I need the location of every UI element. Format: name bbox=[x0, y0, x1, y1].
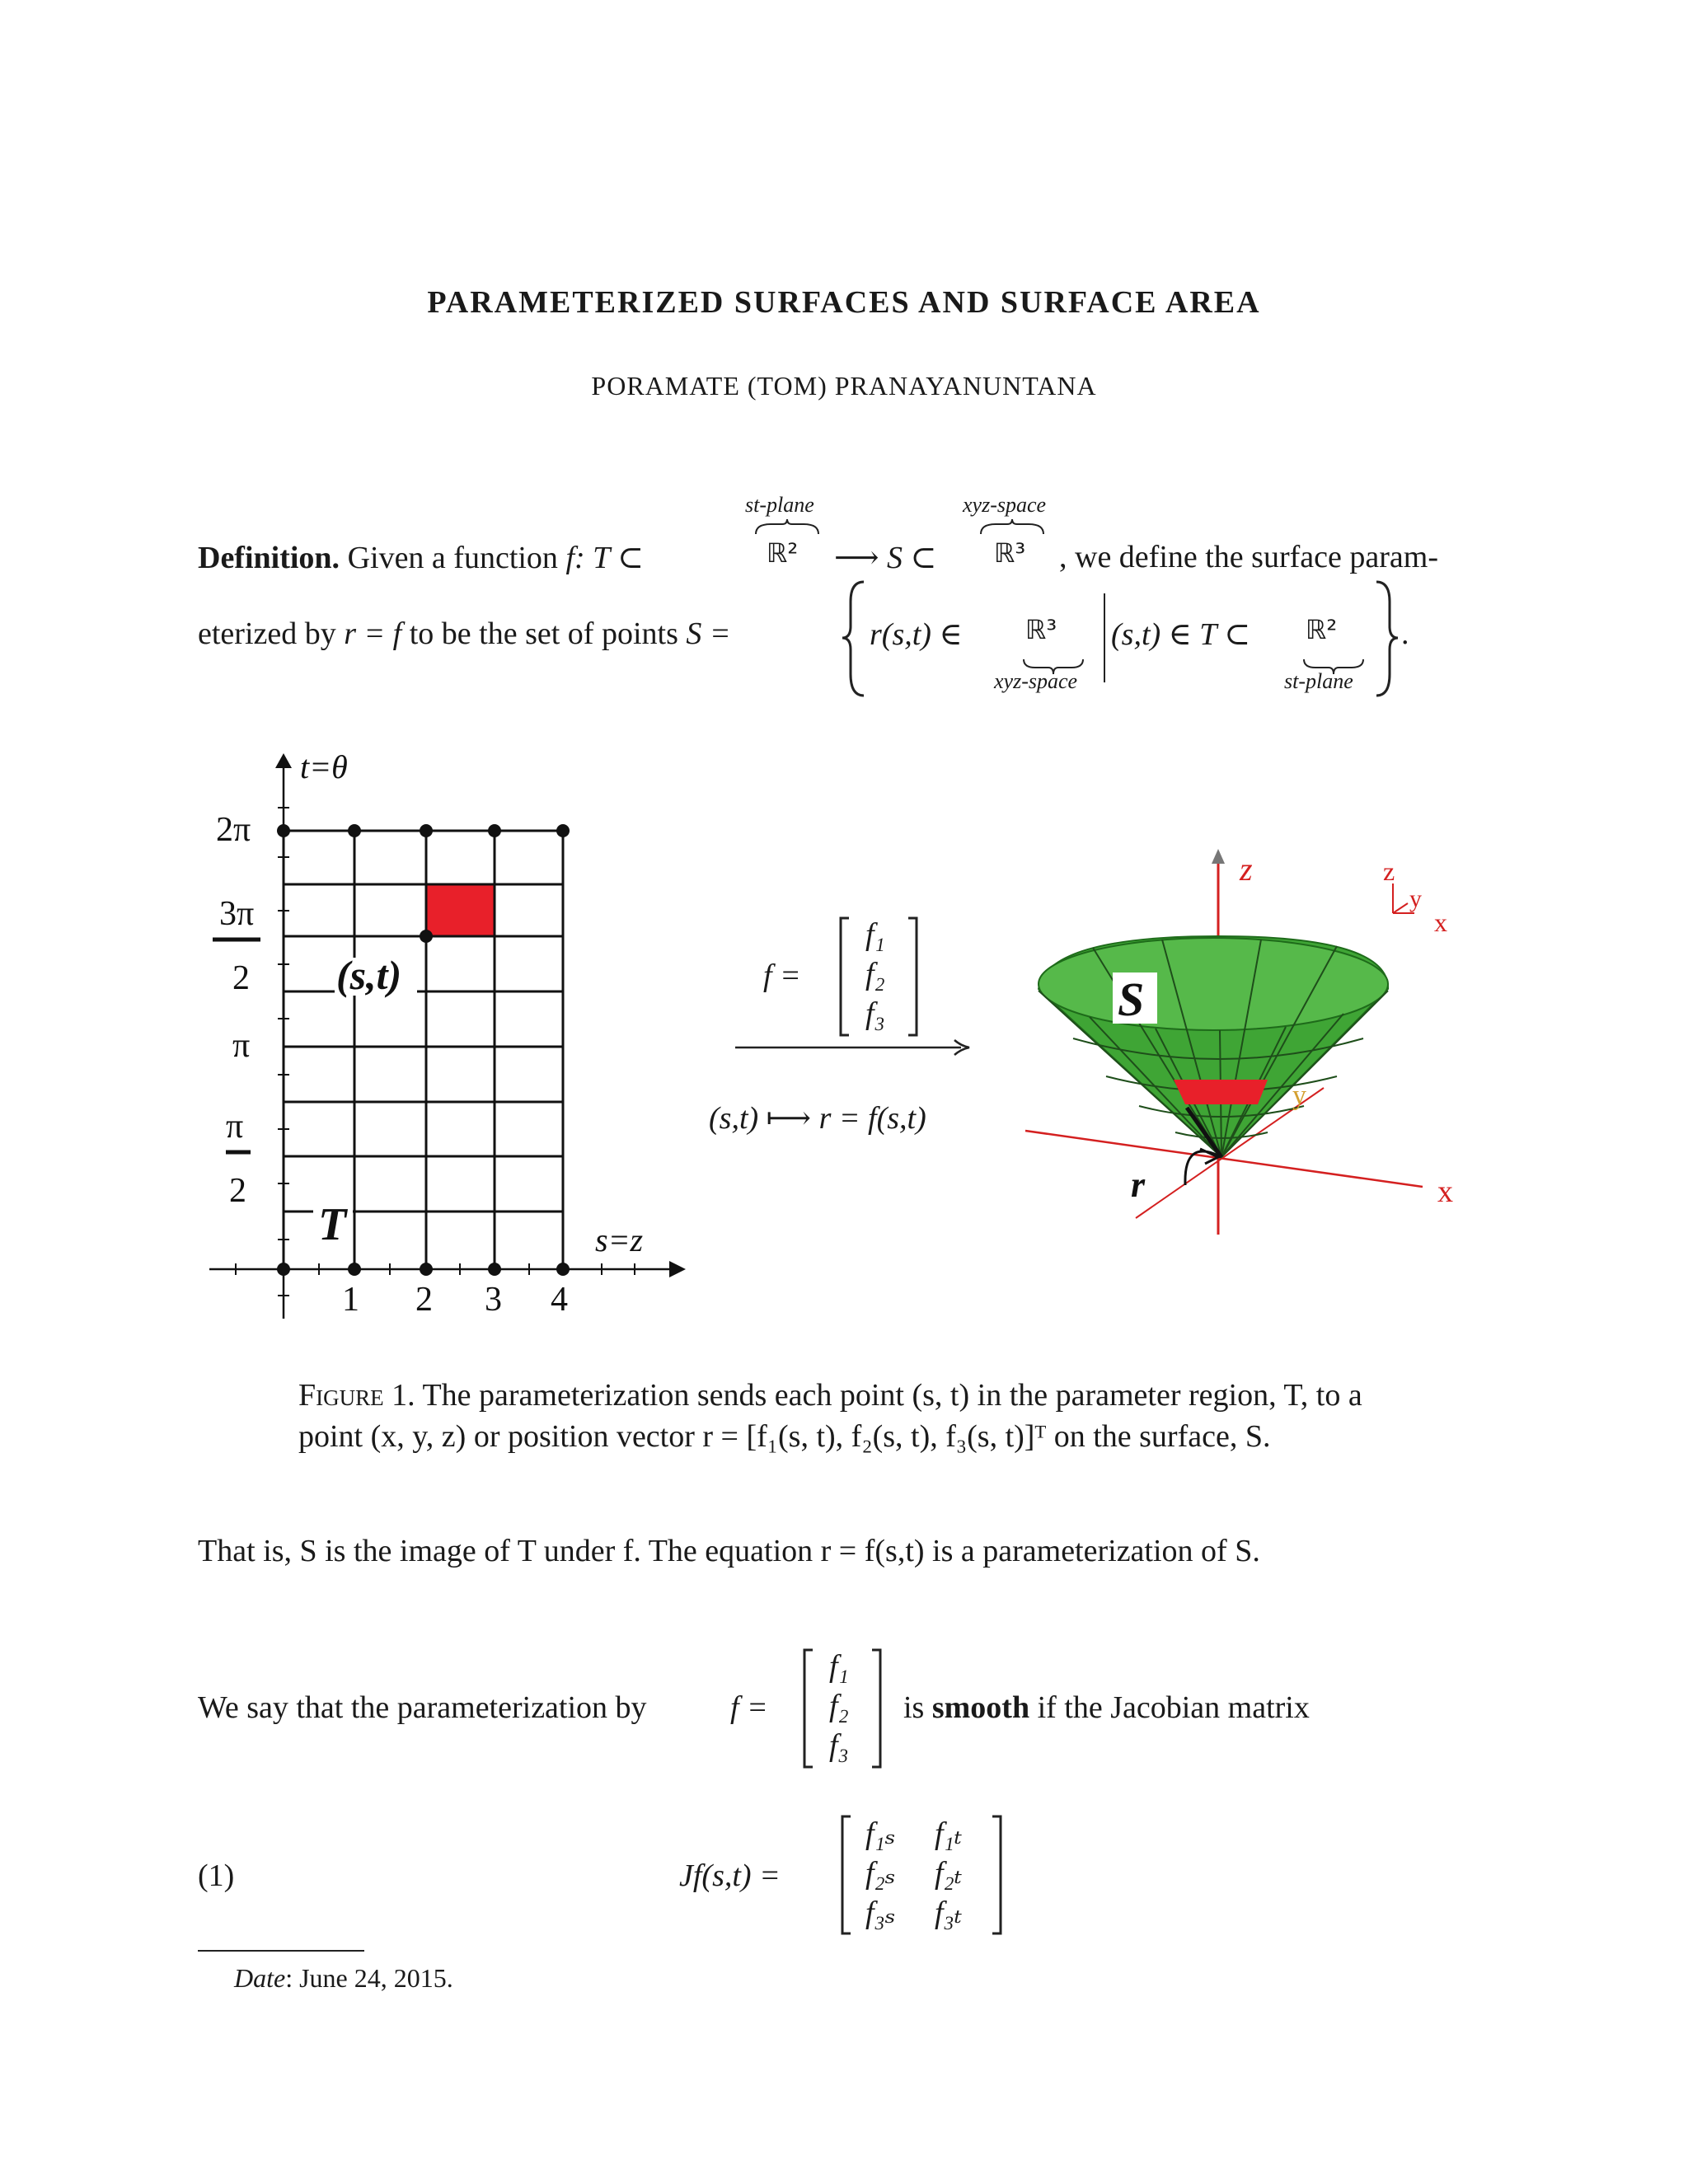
mapping-component-f2: f₂ bbox=[865, 957, 885, 991]
parameter-grid-figure bbox=[198, 742, 709, 1335]
paper-title: PARAMETERIZED SURFACES AND SURFACE AREA bbox=[427, 285, 1261, 320]
tick-s-4: 4 bbox=[551, 1281, 568, 1319]
svg-text:x: x bbox=[1434, 907, 1447, 937]
caption-text: The parameterization sends each point (s, t) in the parameter region, T, to a point (x, y, z) or position vector r = [f₁(s, t), f₂(s, t), f₃(s, t)]ᵀ on the surface, S. bbox=[298, 1378, 1362, 1454]
tick-pi-over-2-denominator: 2 bbox=[229, 1172, 246, 1210]
smooth-keyword: smooth bbox=[931, 1690, 1030, 1725]
xyz-space-underbrace-label: xyz-space bbox=[994, 669, 1078, 693]
st-plane-underbrace-label: st-plane bbox=[1284, 669, 1353, 693]
that-is-paragraph: That is, S is the image of T under f. The equation r = f(s,t) is a parameterization of S. bbox=[198, 1534, 1260, 1568]
tick-3pi-denominator: 2 bbox=[232, 959, 250, 997]
s-axis-arrowhead bbox=[669, 1261, 686, 1277]
svg-text:z: z bbox=[1383, 856, 1395, 886]
region-T-label: T bbox=[318, 1199, 347, 1250]
smooth-text: is smooth if the Jacobian matrix bbox=[903, 1690, 1310, 1725]
position-vector-label: r bbox=[1131, 1165, 1146, 1205]
caption-label: Figure 1. bbox=[298, 1378, 415, 1413]
tick-s-3: 3 bbox=[485, 1281, 502, 1319]
definition-line-1 bbox=[198, 539, 644, 576]
we-say-f-eq: f = bbox=[730, 1690, 768, 1725]
colon-T-subset: : T ⊂ bbox=[574, 541, 644, 575]
t-axis-arrowhead bbox=[275, 753, 292, 768]
jacobian-entry-1-2: f₁ₜ bbox=[935, 1816, 963, 1851]
surface-patch bbox=[1174, 1080, 1268, 1104]
footnote-date bbox=[234, 1963, 453, 1994]
tick-pi-over-2-numerator: π bbox=[226, 1108, 244, 1146]
jacobian-entry-1-1: f₁ₛ bbox=[865, 1816, 896, 1851]
z-axis-label: z bbox=[1240, 851, 1253, 888]
st-plane-brace-label: st-plane bbox=[745, 493, 814, 517]
R3-set: ℝ³ bbox=[1025, 614, 1057, 645]
tick-2pi: 2π bbox=[216, 811, 251, 849]
R3-codomain: ℝ³ bbox=[994, 537, 1026, 569]
overbrace-st-plane bbox=[754, 518, 820, 537]
equation-number: (1) bbox=[198, 1858, 235, 1893]
highlight-cell bbox=[426, 884, 495, 936]
smooth-component-f2: f₂ bbox=[829, 1689, 849, 1723]
r-st-in: r(s,t) ∈ bbox=[870, 617, 963, 652]
paper-author: PORAMATE (TOM) PRANAYANUNTANA bbox=[591, 371, 1097, 401]
smooth-component-f3: f₃ bbox=[829, 1728, 849, 1763]
jacobian-lhs: Jf(s,t) = bbox=[679, 1858, 781, 1893]
to-S-subset: ⟶ S ⊂ bbox=[834, 541, 937, 575]
svg-text:y: y bbox=[1409, 885, 1422, 912]
jacobian-matrix-brackets bbox=[839, 1813, 1004, 1937]
tick-pi: π bbox=[232, 1027, 251, 1065]
st-point-label: (s,t) bbox=[336, 952, 402, 998]
tick-s-2: 2 bbox=[415, 1281, 433, 1319]
R2-set: ℝ² bbox=[1306, 614, 1338, 645]
mapping-component-f3: f₃ bbox=[865, 996, 885, 1031]
S-eq: S = bbox=[686, 616, 731, 651]
definition-text-a: Given a function bbox=[347, 541, 558, 575]
st-point bbox=[420, 930, 433, 943]
mapping-component-f1: f₁ bbox=[865, 917, 885, 952]
jacobian-entry-2-1: f₂ₛ bbox=[865, 1856, 896, 1891]
st-in-T-subset: (s,t) ∈ T ⊂ bbox=[1111, 617, 1251, 652]
footnote-label: Date bbox=[234, 1963, 286, 1993]
figure-caption bbox=[298, 1375, 1395, 1457]
overbrace-xyz-space bbox=[979, 518, 1045, 537]
mapping-text: (s,t) ⟼ r = f(s,t) bbox=[709, 1101, 926, 1136]
definition-period: . bbox=[1401, 616, 1409, 651]
orientation-triad-icon bbox=[1383, 856, 1447, 937]
smooth-component-f1: f₁ bbox=[829, 1649, 849, 1684]
surface-S-label: S bbox=[1118, 972, 1145, 1026]
xyz-space-brace-label: xyz-space bbox=[963, 493, 1047, 517]
we-say-text: We say that the parameterization by bbox=[198, 1690, 647, 1725]
definition-line-2: eterized by r = f to be the set of points S = bbox=[198, 616, 731, 651]
tick-3pi: 3π bbox=[219, 895, 255, 933]
R2-domain: ℝ² bbox=[767, 537, 799, 569]
definition-text-b: , we define the surface param- bbox=[1059, 540, 1438, 574]
t-axis-label: t=θ bbox=[300, 748, 348, 785]
mapping-arrow bbox=[734, 1035, 973, 1060]
footnote-text: : June 24, 2015. bbox=[285, 1963, 453, 1993]
definition-label: Definition. bbox=[198, 541, 340, 575]
footnote-rule bbox=[198, 1950, 364, 1952]
jacobian-entry-2-2: f₂ₜ bbox=[935, 1856, 963, 1891]
s-axis-label: s=z bbox=[595, 1221, 644, 1258]
tick-s-1: 1 bbox=[342, 1281, 359, 1319]
jacobian-entry-3-1: f₃ₛ bbox=[865, 1896, 896, 1930]
f-vector: f bbox=[565, 541, 574, 575]
mapping-f-eq: f = bbox=[763, 958, 801, 993]
y-axis-label: y bbox=[1292, 1080, 1306, 1111]
surface-figure bbox=[1014, 841, 1558, 1269]
x-axis-label: x bbox=[1437, 1174, 1453, 1209]
cone-rim bbox=[1039, 938, 1388, 1030]
r-eq-f: r = f bbox=[344, 616, 402, 651]
jacobian-entry-3-2: f₃ₜ bbox=[935, 1896, 963, 1930]
